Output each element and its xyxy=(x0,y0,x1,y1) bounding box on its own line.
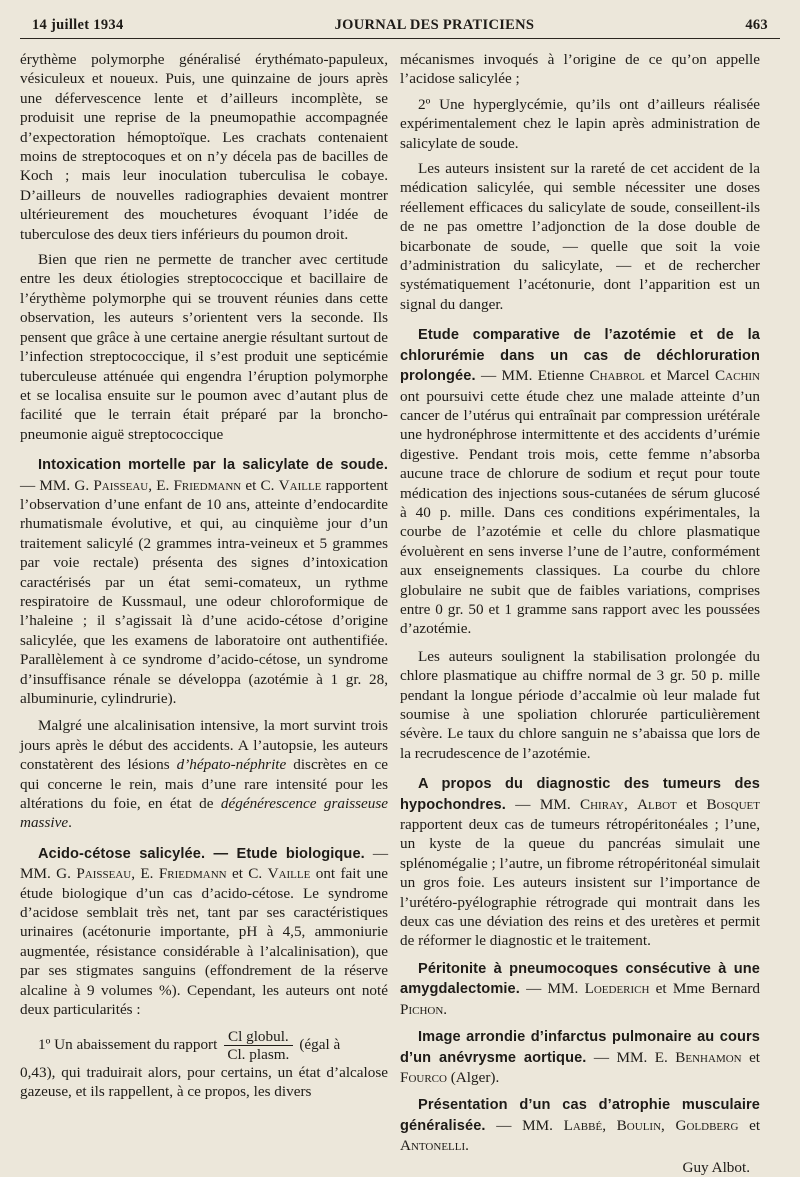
abstract-intoxication: Intoxication mortelle par la salicylate de soude. — MM. G. Paisseau, E. Friedmann et C. Vaille rapportent l’observation d’une enfant de 10 ans, atteinte d’endocardite rhumatismale évolutive, et qui, au cinquième jour d’un traitement salicylé (2 grammes intra-veineux et 5 grammes par voie rectale) présenta des signes d’intoxication caractérisés par un état semi-comateux, un rythme respiratoire de Kussmaul, une odeur chloroformique de l’haleine ; il s’agissait là d’une acido-cétose d’origine salicylée, que les examens de laboratoire ont authentifiée. Parallèlement à ce syndrome d’acido-cétose, un syndrome d’insuffisance rénale se développa (azotémie à 1 gr. 28, albuminurie, cylindrurie). xyxy=(20,457,389,707)
author-name: Goldberg xyxy=(675,1116,739,1134)
author-name: Albot xyxy=(637,795,677,813)
author-name: Friedmann xyxy=(173,476,242,494)
abstract-atrophie: Présentation d’un cas d’atrophie musculaire généralisée. — MM. Labbé, Boulin, Goldberg et Antonelli. xyxy=(400,1097,761,1155)
ratio-formula: 1º Un abaissement du rapport $\frac{\text{Cl globul.}}{\text{Cl. plasm.}}$ (égal à xyxy=(38,1027,341,1063)
author-name: Friedmann xyxy=(158,865,227,883)
fraction-denominator: Cl. plasm. xyxy=(227,1045,290,1063)
author-name: Paisseau xyxy=(76,865,132,883)
paragraph: mécanismes invoqués à l’origine de ce qu’on appelle l’acidose salicylée ; xyxy=(400,51,760,88)
abstract-title: Présentation d’un cas d’atrophie musculaire généralisée. xyxy=(400,1097,760,1134)
abstract-body: rapportent l’observation d’une enfant de 10 ans, atteinte d’endocardite rhumatismale évolutive, et qui, au cinquième jour d’un traitement salicylé (2 grammes intra-veineux et 5 grammes par voie rectale) présenta des signes d’intoxication caractérisés par un état semi-comateux, un rythme respiratoire de Kussmaul, une odeur chloroformique de l’haleine ; il s’agissait là d’une acido-cétose d’origine salicylée, que les examens de laboratoire ont authentifiée. Parallèlement à ce syndrome d’acido-cétose, un syndrome d’insuffisance rénale se développa (azotémie à 1 gr. 28, albuminurie, cylindrurie). xyxy=(20,476,389,707)
paragraph: Les auteurs insistent sur la rareté de cet accident de la médication salicylée, qui semble nécessiter une doses réellement efficaces du salicylate de soude, conseillent-ils de ne pas omettre l’adjonction de la dose double de bicarbonate de soude, — quelle que soit la voie d’administration du salicylate, — et de rechercher systématiquement l’acétonurie, dont l’apparition est un signal du danger. xyxy=(400,160,760,313)
right-column xyxy=(400,50,760,1177)
author-name: Chiray xyxy=(579,795,624,813)
author-name: Vaille xyxy=(278,476,322,494)
author-name: Labbé xyxy=(563,1116,603,1134)
abstract-tumeurs: A propos du diagnostic des tumeurs des hypochondres. — MM. Chiray, Albot et Bosquet rapportent deux cas de tumeurs rétropéritonéales ; l’une, un kyste de la queue du pancréas simulait une splénomégalie ; l’autre, un fibrome rétropéritonéal simulait un gros foie. Les auteurs insistent sur l’importance de l’urétéro-pyélographie rétrograde qui montrait dans les deux cas une déviation des reins et des uretères et permit de réformer le diagnostic et le traitement. xyxy=(400,776,760,950)
abstract-acido-cetose: Acido-cétose salicylée. — Etude biologique. — MM. G. Paisseau, E. Friedmann et C. Vaille ont fait une étude biologique d’un cas d’acido-cétose. Le syndrome d’acidose semblait très net, tant par ses caractéristiques urinaires (acétonurie importante, pH à 4,5, ammoniurie augmentée, résistance considérable à l’alcalinisation), que par ses stigmates sanguins (effondrement de la réserve alcaline à 9 volumes %). Cependant, les auteurs ont noté deux particularités : xyxy=(20,844,389,1019)
abstract-title: Image arrondie d’infarctus pulmonaire au cours d’un anévrysme aortique. xyxy=(400,1029,760,1066)
abstract-body: rapportent deux cas de tumeurs rétropéritonéales ; l’une, un kyste de la queue du pancréas simulait une splénomégalie ; l’autre, un fibrome rétropéritonéal simulait un gros foie. Les auteurs insistent sur l’importance de l’urétéro-pyélographie rétrograde qui montrait dans les deux cas une déviation des reins et des uretères et permit de réformer le diagnostic et le traitement. xyxy=(400,816,760,950)
abstract-infarctus: Image arrondie d’infarctus pulmonaire au cours d’un anévrysme aortique. — MM. E. Benhamon et Fourco (Alger). xyxy=(400,1029,761,1086)
journal-title: JOURNAL DES PRATICIENS xyxy=(334,16,535,33)
paragraph: 0,43), qui traduirait alors, pour certains, un état d’alcalose gazeuse, et ils rappellent, à ce propos, les divers xyxy=(20,1063,388,1100)
paragraph: érythème polymorphe généralisé érythémato-papuleux, vésiculeux et noueux. Puis, une quinzaine de jours après une défervescence lente et d’ailleurs incomplète, se produisit une reprise de la pneumopathie accompagnée d’expectoration hémoptoïque. Les crachats contenaient moins de streptocoques et on n’y décela pas de bacilles de Koch ; mais leur inoculation tuberculisa le cobaye. D’ailleurs de nouvelles radiographies devaient montrer ultérieurement des mouchetures évoquant l’idée de tuberculose des deux tiers inférieurs du poumon droit. xyxy=(20,51,388,243)
page-number: 463 xyxy=(745,16,768,33)
paragraph: Malgré une alcalinisation intensive, la mort survint trois jours après le début des accidents. A l’autopsie, les auteurs constatèrent des lésions d’hépato-néphrite discrètes en ce qui concerne le rein, mais d’une rare intensité pour les altérations du foie, en état de dégénérescence graisseuse massive. xyxy=(20,717,389,832)
author-name: Boulin xyxy=(616,1116,662,1134)
fraction xyxy=(223,1028,293,1063)
abstract-azotemie: Etude comparative de l’azotémie et de la chlorurémie dans un cas de déchloruration prolongée. — MM. Etienne Chabrol et Marcel Cachin ont poursuivi cette étude chez une malade atteinte d’un cancer de l’utérus qui entraînait par compression urétérale une hydronéphrose intermittente et des accidents d’urémie digestive. Pendant trois mois, cette femme n’absorba aucune trace de chlorure de sodium et reçut pour toute médication des injections sous-cutanées de sérum glucosé à 40 p. mille. Dans ces conditions expérimentales, la courbe de l’azotémie et celle du chlore plasmatique évoluèrent en sens inverse l’une de l’autre, conformément aux enseignements classiques. La courbe du chlore globulaire ne subit que de faibles variations, comprises entre 0 gr. 50 et 1 gramme sans rapport avec les poussées d’azotémie. xyxy=(400,327,760,638)
paragraph: 2º Une hyperglycémie, qu’ils ont d’ailleurs réalisée expérimentalement chez le lapin après administration de salicylate de soude. xyxy=(400,95,760,152)
author-name: Vaille xyxy=(267,865,311,883)
issue-date: 14 juillet 1934 xyxy=(32,16,124,33)
abstract-title: Péritonite à pneumocoques consécutive à une amygdalectomie. xyxy=(400,960,760,998)
abstract-body: ont fait une étude biologique d’un cas d’acido-cétose. Le syndrome d’acidose semblait très net, tant par ses caractéristiques urinaires (acétonurie importante, pH à 4,5, ammoniurie augmentée, résistance considérable à l’alcalinisation), que par ses stigmates sanguins (effondrement de la réserve alcaline à 9 volumes %). Cependant, les auteurs ont noté deux particularités : xyxy=(20,865,389,1019)
author-name: Fourco xyxy=(400,1068,447,1086)
author-name: Pichon xyxy=(400,1000,444,1018)
running-header xyxy=(32,14,768,36)
signature: Guy Albot. xyxy=(682,1158,750,1176)
abstract-body: ont poursuivi cette étude chez une malade atteinte d’un cancer de l’utérus qui entraînait par compression urétérale une hydronéphrose intermittente et des accidents d’urémie digestive. Pendant trois mois, cette femme n’absorba aucune trace de chlorure de sodium et reçut pour toute médication des injections sous-cutanées de sérum glucosé à 40 p. mille. Dans ces conditions expérimentales, la courbe de l’azotémie et celle du chlore plasmatique évoluèrent en sens inverse l’une de l’autre, conformément aux enseignements classiques. La courbe du chlore globulaire ne subit que de faibles variations, comprises entre 0 gr. 50 et 1 gramme sans rapport avec les poussées d’azotémie. xyxy=(400,387,760,638)
abstract-title: A propos du diagnostic des tumeurs des hypochondres. xyxy=(400,776,760,813)
header-rule xyxy=(20,38,780,39)
author-name: Chabrol xyxy=(589,367,645,385)
abstract-title: Etude comparative de l’azotémie et de la chlorurémie dans un cas de déchloruration prolongée. xyxy=(400,327,760,385)
author-name: Antonelli xyxy=(400,1137,466,1155)
abstract-title: Intoxication mortelle par la salicylate de soude. xyxy=(38,457,388,474)
author-name: Loederich xyxy=(584,980,650,998)
paragraph: Bien que rien ne permette de trancher avec certitude entre les deux étiologies streptococcique et bacillaire de l’érythème polymorphe qui se trouvent réunies dans cette observation, les auteurs s’orientent vers la seconde. Ils pensent que grâce à une certaine anergie résultant surtout de l’infection streptococcique, il s’est produit une septicémie tuberculeuse atténuée qui engendra l’éruption polymorphe et se localisa ensuite sur le poumon avec d’autant plus de facilité que le terrain était préparé par la broncho-pneumonie aiguë streptococcique xyxy=(20,251,388,443)
abstract-title: Acido-cétose salicylée. — Etude biologique. xyxy=(38,845,365,862)
author-name: Bosquet xyxy=(706,795,760,813)
author-name: Benhamon xyxy=(675,1048,742,1066)
abstract-peritonite: Péritonite à pneumocoques consécutive à une amygdalectomie. — MM. Loederich et Mme Bernard Pichon. xyxy=(400,960,761,1018)
author-name: Cachin xyxy=(715,367,760,385)
fraction-numerator: Cl globul. xyxy=(224,1028,293,1046)
author-name: Paisseau xyxy=(93,476,149,494)
left-column xyxy=(20,50,388,1107)
paragraph: Les auteurs soulignent la stabilisation prolongée du chlore plasmatique au chiffre normal de 3 gr. 50 p. mille pendant la longue période d’accalmie où leur malade fut soumise à une spoliation chlorurée particulièrement sévère. Le taux du chlore sanguin ne s’abaissa que lors de la recrudescence de l’azotémie. xyxy=(400,647,760,762)
